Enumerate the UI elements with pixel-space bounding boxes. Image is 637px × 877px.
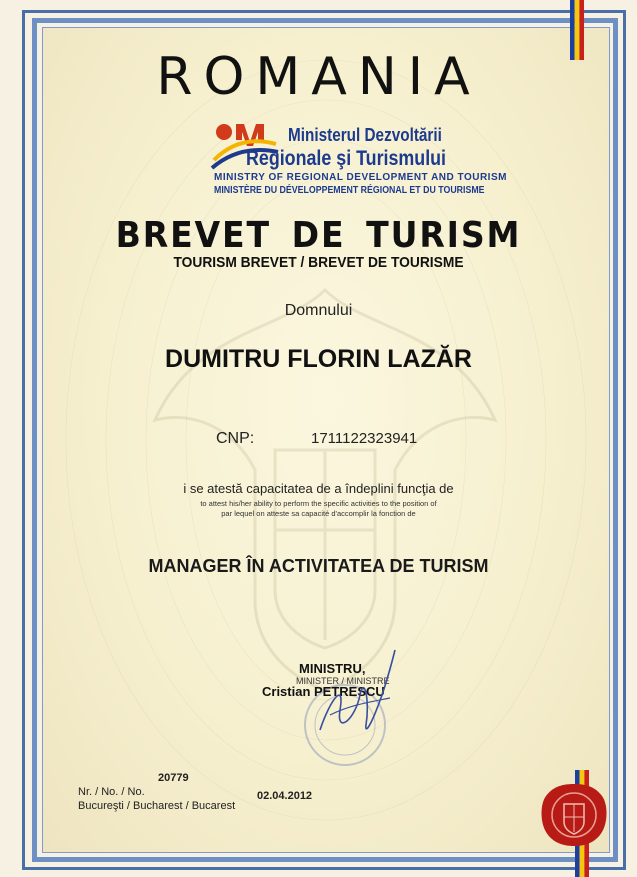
wax-seal-icon	[538, 782, 610, 848]
number-label: Nr. / No. / No.	[78, 786, 145, 798]
document-subtitle: TOURISM BREVET / BREVET DE TOURISME	[173, 254, 464, 271]
document-title: BREVET DE TURISM	[115, 215, 522, 256]
attestation-ro: i se atestă capacitatea de a îndeplini funcţia de	[183, 481, 454, 496]
salutation: Domnului	[284, 302, 353, 319]
ministry-name-en: MINISTRY OF REGIONAL DEVELOPMENT AND TOURISM	[214, 172, 507, 183]
handwritten-signature	[300, 640, 410, 750]
attestation-fr: par lequel on atteste sa capacité d'accomplir la fonction de	[221, 509, 416, 518]
issue-city: Bucureşti / Bucharest / Bucarest	[78, 800, 236, 812]
certificate-number: 20779	[158, 772, 189, 784]
ministry-name-ro-line1: Ministerul Dezvoltării	[288, 125, 442, 145]
signatory-title-translation: MINISTER / MINISTRE	[296, 676, 390, 686]
certified-function: MANAGER ÎN ACTIVITATEA DE TURISM	[148, 556, 489, 576]
cnp-value: 1711122323941	[311, 430, 418, 447]
holder-name: DUMITRU FLORIN LAZĂR	[165, 345, 472, 373]
signatory-title: MINISTRU,	[299, 661, 366, 676]
ministry-name-fr: MINISTÈRE DU DÉVELOPPEMENT RÉGIONAL ET DU TOURISME	[214, 185, 485, 196]
ministry-name-ro-line2: Regionale şi Turismului	[246, 147, 447, 170]
signatory-name: Cristian PETRESCU	[262, 684, 385, 699]
cnp-label: CNP:	[216, 430, 255, 447]
country-title: ROMANIA	[156, 47, 481, 107]
issue-date: 02.04.2012	[257, 790, 313, 802]
attestation-en: to attest his/her ability to perform the specific activities to the position of	[200, 499, 437, 508]
